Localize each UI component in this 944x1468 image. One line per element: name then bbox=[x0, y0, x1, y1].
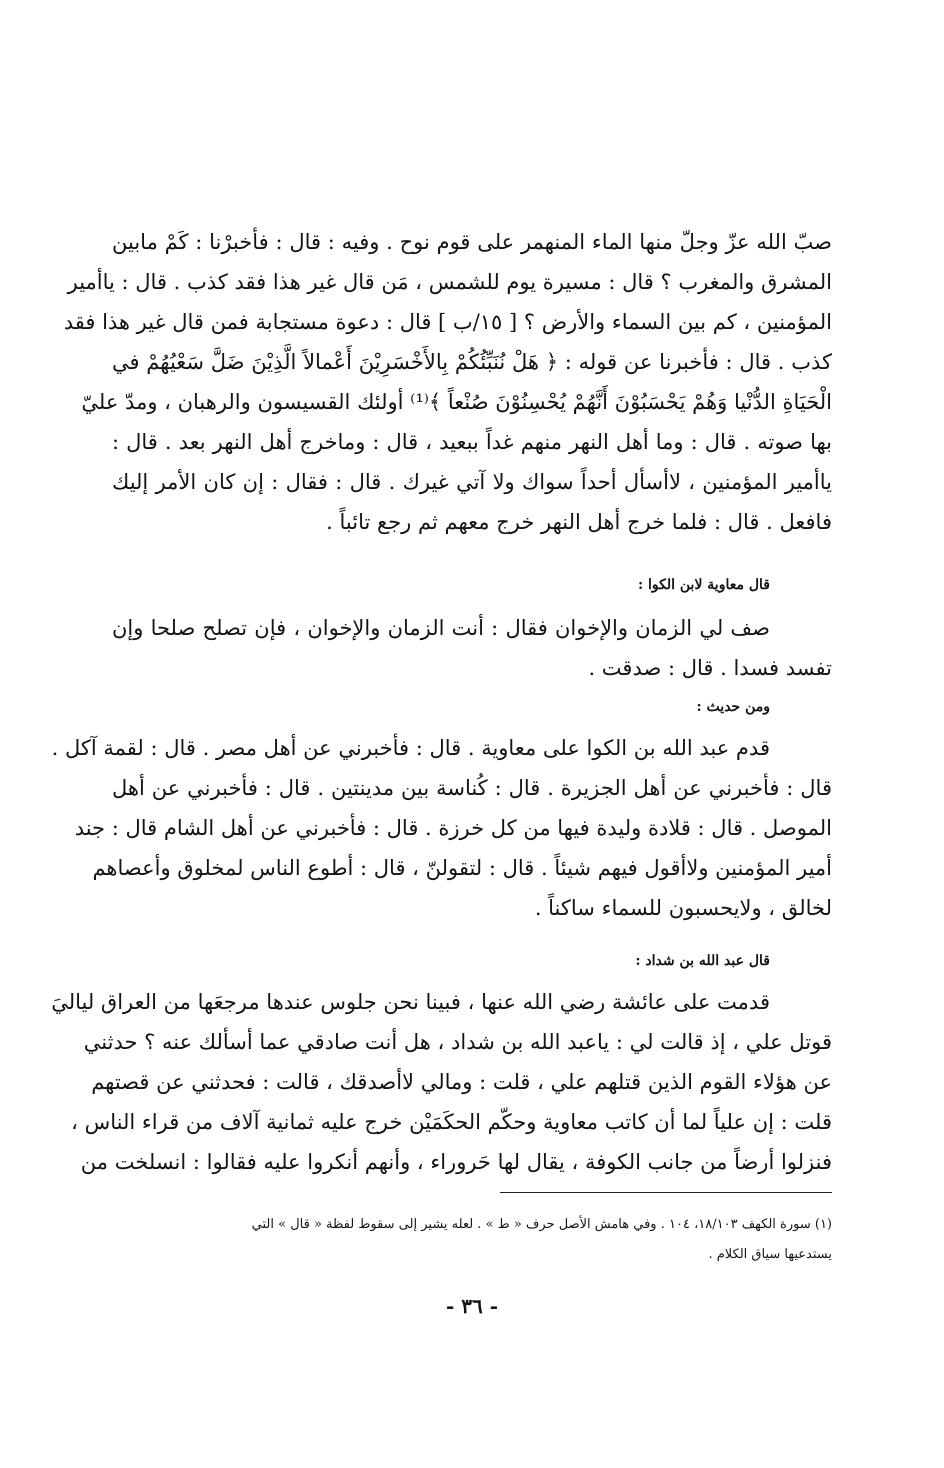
section-heading: قال عبد الله بن شداد : bbox=[635, 953, 770, 969]
text-line: لخالق ، ولايحسبون للسماء ساكناً . bbox=[534, 896, 832, 920]
paragraph-4 bbox=[51, 982, 832, 1182]
text-line: قدمت على عائشة رضي الله عنها ، فبينا نحن جلوس عندها مرجعَها من العراق لياليَ bbox=[51, 990, 770, 1014]
text-line: بها صوته . قال : وما أهل النهر منهم غداً ببعيد ، قال : وماخرج أهل النهر بعد . قال : bbox=[112, 430, 832, 454]
section-heading: قال معاوية لابن الكوا : bbox=[637, 577, 770, 593]
text-line: صف لي الزمان والإخوان فقال : أنت الزمان والإخوان ، فإن تصلح صلحا وإن bbox=[112, 616, 770, 640]
paragraph-3 bbox=[51, 728, 832, 928]
footnote-divider bbox=[500, 1192, 832, 1193]
text-line: المشرق والمغرب ؟ قال : مسيرة يوم للشمس ، مَن قال غير هذا فقد كذب . قال : ياأمير bbox=[67, 270, 832, 294]
text-line: ياأمير المؤمنين ، لاأسأل أحداً سواك ولا آتي غيرك . قال : فقال : إن كان الأمر إليك bbox=[112, 470, 832, 494]
text-line: أمير المؤمنين ولاأقول فيهم شيئاً . قال : لتقولنّ ، قال : أطوع الناس لمخلوق وأعصاهم bbox=[92, 856, 832, 880]
text-line: فافعل . قال : فلما خرج أهل النهر خرج معهم ثم رجع تائباً . bbox=[326, 510, 832, 534]
text-line: فنزلوا أرضاً من جانب الكوفة ، يقال لها حَروراء ، وأنهم أنكروا عليه فقالوا : انسلخت من bbox=[80, 1150, 832, 1174]
footnote-line: يستدعيها سياق الكلام . bbox=[708, 1247, 832, 1262]
text-line: قوتل علي ، إذ قالت لي : ياعبد الله بن شداد ، هل أنت صادقي عما أسألك عنه ؟ حدثني bbox=[83, 1030, 832, 1054]
text-line: الموصل . قال : قلادة وليدة فيها من كل خرزة . قال : فأخبرني عن أهل الشام قال : جند bbox=[74, 816, 832, 840]
text-line: قدم عبد الله بن الكوا على معاوية . قال : فأخبرني عن أهل مصر . قال : لقمة آكل . bbox=[51, 736, 770, 760]
section-heading: ومن حديث : bbox=[696, 699, 770, 715]
text-line: الْحَيَاةِ الدُّنْيا وَهُمْ يَحْسَبُوْنَ أَنَّهُمْ يُحْسِنُوْنَ صُنْعاً ﴾⁽¹⁾ أولئك القسيسون والرهبان ، ومدّ عليّ bbox=[81, 390, 832, 414]
text-line: المؤمنين ، كم بين السماء والأرض ؟ [ ١٥/ب ] قال : دعوة مستجابة فمن قال غير هذا فقد bbox=[63, 310, 832, 334]
text-line: قال : فأخبرني عن أهل الجزيرة . قال : كُناسة بين مدينتين . قال : فأخبرني عن أهل bbox=[112, 776, 832, 800]
footnotes bbox=[112, 1210, 832, 1270]
text-line: صبّ الله عزّ وجلّ منها الماء المنهمر على قوم نوح . وفيه : قال : فأخبرْنا : كَمْ مابين bbox=[112, 230, 832, 254]
text-line: عن هؤلاء القوم الذين قتلهم علي ، قلت : ومالي لاأصدقك ، قالت : فحدثني عن قصتهم bbox=[91, 1070, 832, 1094]
paragraph-1 bbox=[63, 222, 832, 542]
text-line: قلت : إن علياً لما أن كاتب معاوية وحكّم الحكَمَيْن خرج عليه ثمانية آلاف من قراء الناس ، bbox=[71, 1110, 832, 1134]
footnote-line: (١) سورة الكهف ١٨/١٠٣، ١٠٤ . وفي هامش الأصل حرف « ط » . لعله يشير إلى سقوط لفظة « قال » التي bbox=[251, 1217, 832, 1232]
text-line: تفسد فسدا . قال : صدقت . bbox=[588, 656, 832, 680]
page-number: - ٣٦ - bbox=[445, 1294, 498, 1318]
paragraph-2 bbox=[112, 608, 832, 688]
text-line: كذب . قال : فأخبرنا عن قوله : ﴿ هَلْ نُنَبِّئُكُمْ بِالأَخْسَرِيْنَ أَعْمالاً الَّذِيْنَ ضَلَّ سَعْيُهُمْ في bbox=[112, 350, 832, 374]
